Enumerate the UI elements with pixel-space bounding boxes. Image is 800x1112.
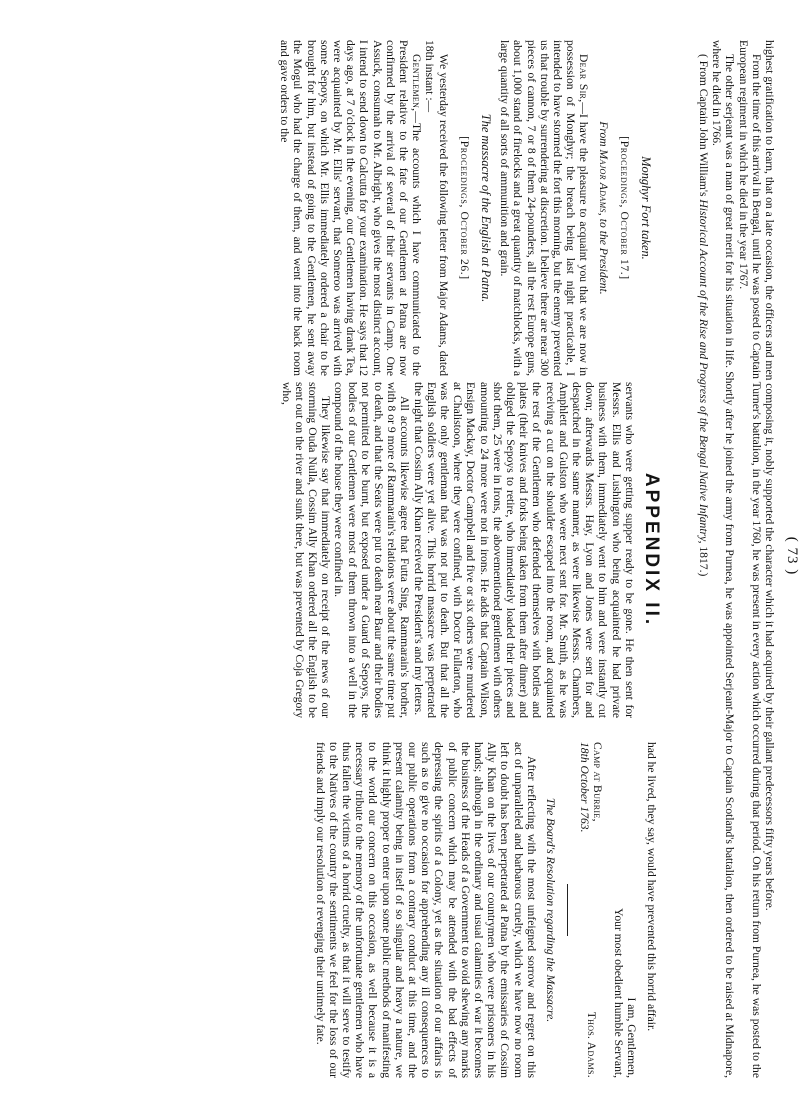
letter-date: 18th October 1763. <box>578 742 592 833</box>
paragraph: servants who were getting supper ready to be gone. He then sent for Messrs. Ellis and Lushington who being acquainted he had private business with them, immediately went to him and were instantly cut down; afterwards Messrs. Hay, Lyon and Jones were sent for and despatched in the same manner, as were likewise Messrs. Chambers, Amphlett and Gulston who were next sent for. Mr. Smith, as he was receiving a cut on the shoulder escaped into the room, and acquainted the rest of the Gentlemen who defended themselves with bottles and plates (their knives and forks being taken from them after dinner) and obliged the Sepoys to retire, who immediately loaded their pieces and shot them, 25 were in Irons, the abovementioned gentlemen with others amounting to 24 more were not in irons. He adds that Captain Wilson, Ensign Mackay, Doctor Campbell and five or six others were murdered at Chalistoon, where they were confined, with Doctor Fullarton, who was the only gentleman that was not put to death. But that all the English soldiers were yet alive. This horrid massacre was perpetrated the night that Cossim Ally Khan received the President's and my letters. <box>411 382 636 718</box>
from-rest: to the President. <box>596 215 610 295</box>
paragraph: After reflecting with the most unfeigned sorrow and regret on this act of unparalleled and barbarous cruelty, which we have now no room left to doubt has been perpetrated at Patna by the emissaries of Cossim Ally Khan on the lives of our countrymen who were prisoners in his hands; although in the ordinary and usual calamities of war it becomes the business of the Heads of a Government to avoid shewing any marks of public concern which may be attended with the bad effects of depressing the spirits of a Colony, yet as the situation of our affairs is such as to give no occasion for apprehending any ill consequences to our public operations from a contrary conduct at this time, and the present calamity being in itself of so singular and heavy a nature, we think it highly proper to enter upon some public methods of manifesting to the world our concern on this occasion, as well because it is a necessary tribute to the memory of the unfortunate gentlemen who have thus fallen the victims of a horrid cruelty, as that it will serve to testify to the Natives of the country the sentiments we feel for the loss of our friends and imply our resolution of revenging their untimely fate. <box>313 742 538 1078</box>
citation-title: Historical Account of the Rise and Progress of the Bengal Native Infantry, <box>696 199 710 544</box>
signature-block <box>578 742 604 1078</box>
closing-line: Your most obedient humble Servant, <box>611 908 625 1078</box>
place-date <box>578 742 604 833</box>
citation-suffix: 1817.) <box>696 543 710 577</box>
column-left <box>278 40 658 376</box>
column-right <box>313 742 658 1078</box>
salutation: Gentlemen, <box>410 54 424 112</box>
appendix-heading: APPENDIX II. <box>641 472 662 628</box>
from-name: Major Adams, <box>596 149 610 216</box>
letter-body <box>498 40 590 376</box>
closing-line: I am, Gentlemen, <box>624 997 638 1078</box>
paragraph: had he lived, they say, would have prevented this horrid affair. <box>645 742 658 1032</box>
citation-prefix: ( From Captain John William's <box>696 54 710 200</box>
section-heading: Monghyr Fort taken. <box>639 156 653 260</box>
paragraph: All accounts likewise agree that Futta Sing, Rammarain's brother, with 8 or 9 more of Rammarain's relations were about the same time put to death, and that the Seats were put to death near Baur and their bodies not permitted to be burnt, but exposed under a Guard of Sepoys, the bodies of our Gentlemen were most of them thrown into a well in the compound of the house they were confined in. <box>332 382 412 718</box>
salutation: Dear Sir, <box>577 54 591 103</box>
top-text-block <box>697 40 776 1078</box>
paragraph <box>278 40 423 376</box>
letter-text: —I have the pleasure to acquaint you that we are now in possession of Monghyr; the breach being last night practicable, I intended to have stormed the fort this morning, but the enemy prevented us that trouble by surrendering at discretion. I believe there are near 300 pieces of cannon, 7 or 8 of them 24-pounders, all the rest Europe guns, about 1,000 stand of firelocks and a great quantity of matchlocks, with a large quantity of all sorts of ammunition and grain. <box>498 40 591 376</box>
signer-name: Thos. Adams. <box>584 1011 598 1078</box>
from-label: From <box>596 121 610 150</box>
letter-from-line <box>596 40 609 376</box>
paragraph: We yesterday received the following letter from Major Adams, dated 18th instant :— <box>423 40 450 376</box>
section-heading: The Board's Resolution regarding the Massacre. <box>543 797 557 1023</box>
paragraph: They likewise say that immediately on receipt of the news of our storming Ouda Nulla, Cossim Ally Khan ordered all the English to be sent out on the river and sunk there, but was prevented by Coja Gregory who, <box>279 382 333 718</box>
letter-text: —The accounts which I have communicated to the President relative to the fate of our Gentlemen at Patna are now confirmed by the arrival of several of their servants in Camp. One Assuck, consumah to Mr. Albright, who gives the most distinct account, I intend to send down to Calcutta for your examination. He says that 12 days ago, at 7 o'clock in the evening, our Gentlemen having drank Tea, were acquainted by Mr. Ellis' servant, that Someroo was arrived with some Sepoys, on which Mr. Ellis immediately ordered a chair to be brought for him, but instead of going to the Gentlemen, he sent away the Mogul who had the charge of them, and went into the back room and gave orders to the <box>278 40 424 376</box>
top-paragraph: From the time of this arrival in Bengal, until he was posted to Captain Turner's battalion, in the year 1760, he was present in every action which occurred during that period. On his return from Purnea, he was posted to the European regiment in which he died in the year 1767. <box>736 40 763 1078</box>
divider <box>567 884 568 936</box>
column-middle <box>279 382 662 718</box>
source-citation <box>697 40 710 1078</box>
proceedings-label: [Proceedings, October 26.] <box>457 136 471 280</box>
page-number: ( 73 ) <box>784 536 800 576</box>
section-heading: The massacre of the English at Patna. <box>478 113 493 303</box>
top-paragraph: The other serjeant was a man of great merit for his situation in life. Shortly after he joined the army from Purnea, he was appointed Serjeant-Major to Captain Scotland's battalion, then ordered to be raised at Midnapore, where he died in 1766. <box>710 40 737 1078</box>
top-paragraph: highest gratification to learn, that on a late occasion, the officers and men composing it, nobly supported the character which it had acquired by their gallant predecessors fifty years before. <box>763 40 776 911</box>
proceedings-label: [Proceedings, October 17.] <box>617 136 631 280</box>
camp-location: Camp at Burrie, <box>591 742 605 822</box>
